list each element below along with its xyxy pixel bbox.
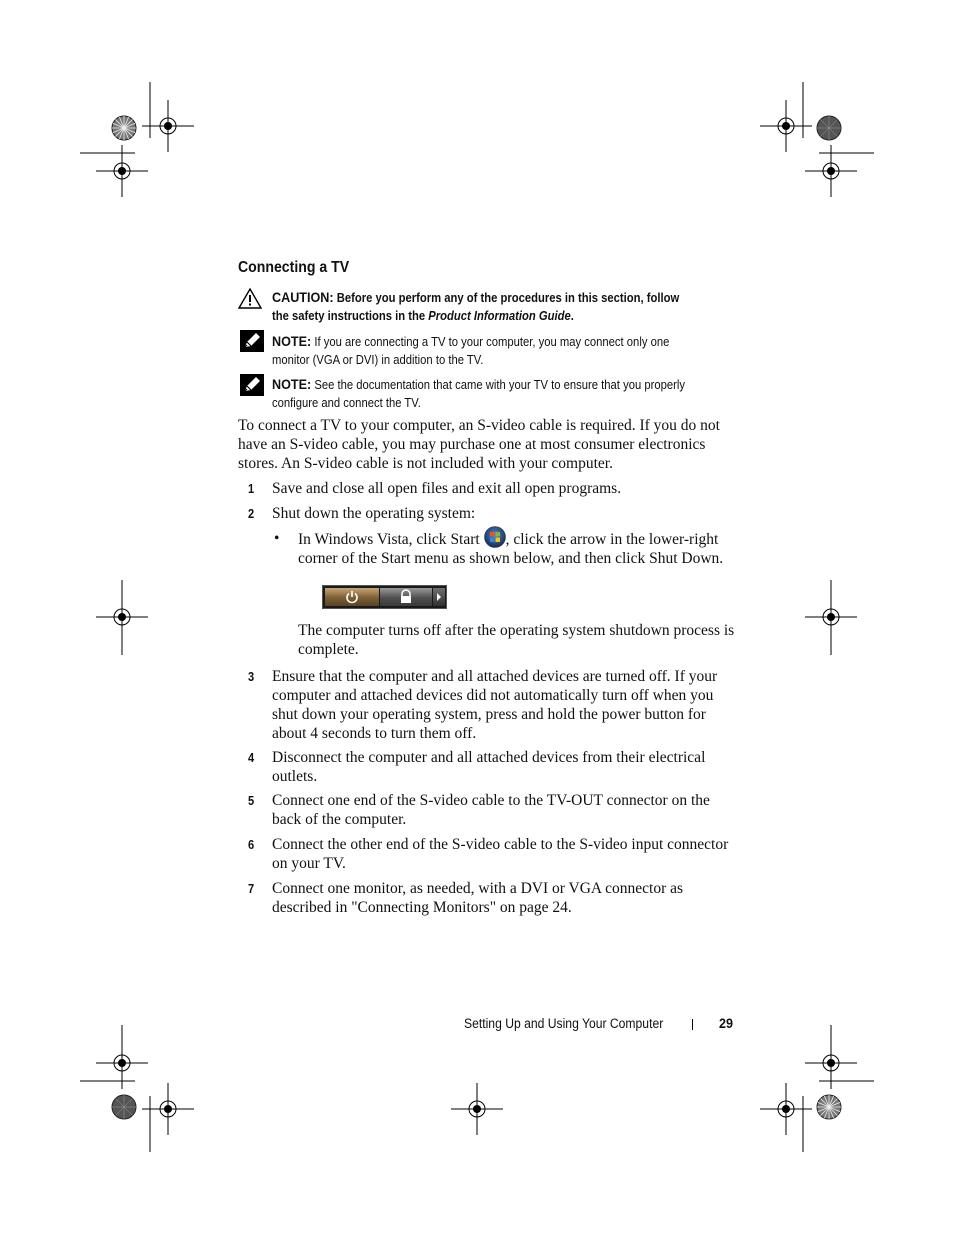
bullet-vista-instructions: In Windows Vista, click Start , click the arrow in the lower-right corner of the Start menu as shown below, and then click Shut Down. (298, 529, 738, 568)
chevron-right-icon (433, 588, 445, 606)
caution-text-end: . (570, 308, 574, 323)
caution-triangle-icon (238, 287, 262, 309)
note-pencil-icon (240, 374, 264, 396)
caution-notice (272, 289, 695, 325)
shutdown-options-arrow-button[interactable] (433, 588, 445, 606)
step-number: 6 (248, 837, 255, 852)
start-label: Start (450, 531, 480, 548)
step-text: Connect one end of the S-video cable to the TV-OUT connector on the back of the computer. (272, 792, 710, 828)
step-number: 1 (248, 481, 255, 496)
section-heading: Connecting a TV (238, 259, 350, 276)
intro-paragraph: To connect a TV to your computer, an S-video cable is required. If you do not have an S-video cable, you may purchase one at most consumer electronics stores. An S-video cable is not included with your computer. (238, 417, 720, 472)
step-text: Ensure that the computer and all attached devices are turned off. If your computer and attached devices did not automatically turn off when you shut down your operating system, press and hold the power button for about 4 seconds to turn them off. (272, 668, 718, 742)
lock-icon (380, 588, 432, 606)
page-number: 29 (719, 1015, 734, 1031)
step-number: 5 (248, 793, 255, 808)
note-tv-monitor (272, 333, 695, 369)
bullet-text: In Windows Vista, click (298, 531, 447, 548)
step-number: 4 (248, 750, 255, 765)
step-text: Shut down the operating system: (272, 505, 476, 522)
note-text: If you are connecting a TV to your computer, you may connect only one monitor (VGA or DVI) in addition to the TV. (272, 335, 670, 367)
power-button[interactable] (325, 588, 379, 606)
start-menu-shutdown-buttons (322, 585, 447, 609)
note-label: NOTE: (272, 376, 312, 392)
note-text: See the documentation that came with your TV to ensure that you properly configure and connect the TV. (272, 378, 685, 410)
footer-divider (692, 1019, 693, 1030)
product-guide-title: Product Information Guide (428, 308, 571, 323)
footer-section-title: Setting Up and Using Your Computer (464, 1016, 664, 1031)
bullet-text: , click the arrow in the lower-right corner of the Start menu as shown below, and then click (298, 531, 719, 567)
caution-text: Before you perform any of the procedures in this section, follow the safety instructions in the (272, 291, 680, 323)
shut-down-label: Shut Down (649, 550, 720, 567)
note-pencil-icon (240, 330, 264, 352)
shutdown-result-text: The computer turns off after the operating system shutdown process is complete. (298, 622, 735, 658)
step-number: 2 (248, 506, 255, 521)
step-text: Save and close all open files and exit all open programs. (272, 480, 622, 497)
bullet-marker: • (274, 530, 280, 547)
step-number: 3 (248, 669, 255, 684)
caution-label: CAUTION: (272, 289, 334, 305)
note-tv-documentation (272, 376, 695, 412)
step-number: 7 (248, 881, 255, 896)
step-text: Connect the other end of the S-video cable to the S-video input connector on your TV. (272, 836, 729, 872)
step-text: Connect one monitor, as needed, with a DVI or VGA connector as described in "Connecting Monitors" on page 24. (272, 880, 684, 916)
power-icon (325, 588, 379, 606)
step-text: Disconnect the computer and all attached devices from their electrical outlets. (272, 749, 706, 785)
note-label: NOTE: (272, 333, 312, 349)
lock-button[interactable] (380, 588, 432, 606)
windows-start-orb-icon (484, 529, 506, 547)
